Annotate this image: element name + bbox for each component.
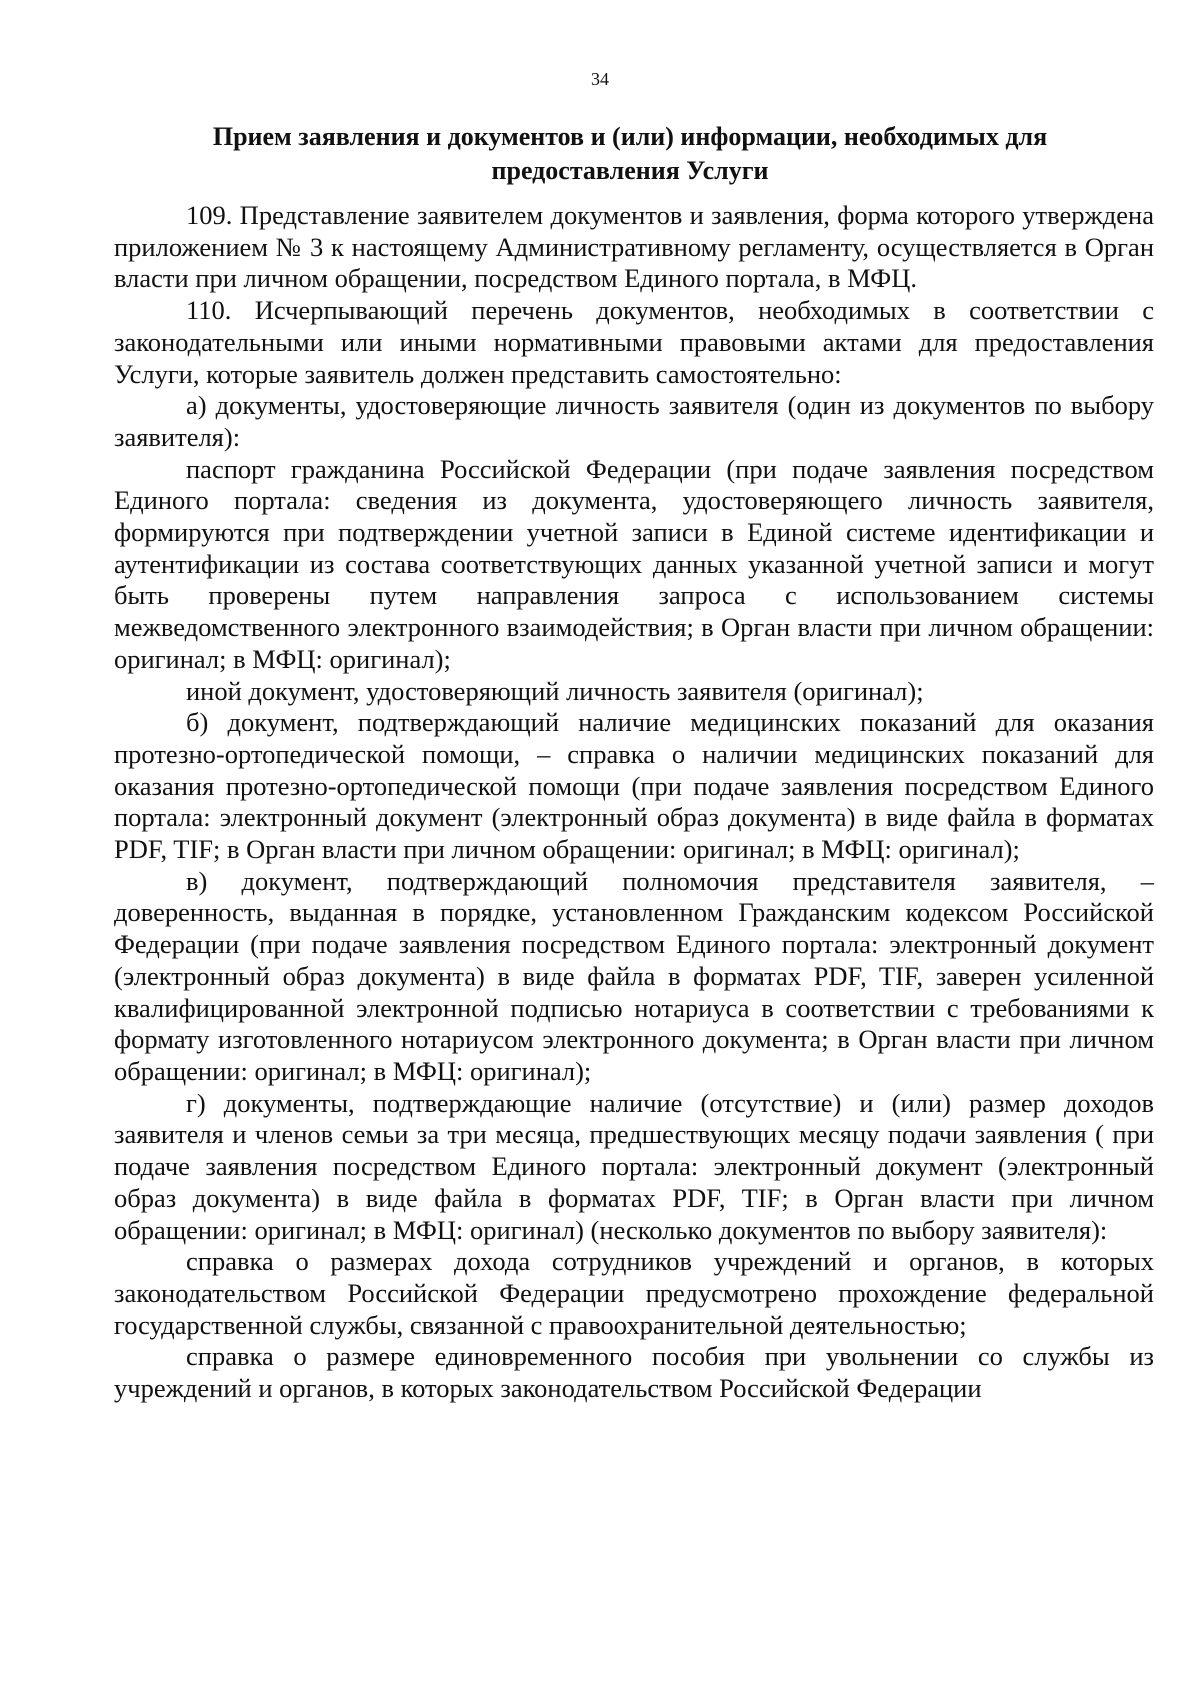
paragraph-passport: паспорт гражданина Российской Федерации (при подаче заявления посредством Единого портала: сведения из документа, удостоверяющего личность заявителя, формируются при подтверждении учетной записи в Единой системе идентификации и аутентификации из состава соответствующих данных указанной учетной записи и могут быть проверены путем направления запроса с использованием системы межведомственного электронного взаимодействия; в Орган власти при личном обращении: оригинал; в МФЦ: оригинал);: [114, 453, 1154, 674]
paragraph-severance-certificate: справка о размере единовременного пособия при увольнении со службы из учреждений и органов, в которых законодательством Российской Федерации: [114, 1341, 1154, 1404]
paragraph-item-a: а) документы, удостоверяющие личность заявителя (один из документов по выбору заявителя):: [114, 390, 1154, 452]
paragraph-other-id: иной документ, удостоверяющий личность заявителя (оригинал);: [186, 675, 924, 706]
paragraph-item-v: в) документ, подтверждающий полномочия представителя заявителя, – доверенность, выданная в порядке, установленном Гражданским кодексом Российской Федерации (при подаче заявления посредством Единого портала: электронный документ (электронный образ документа) в виде файла в форматах PDF, TIF, заверен усиленной квалифицированной электронной подписью нотариуса в соответствии с требованиями к формату изготовленного нотариусом электронного документа; в Орган власти при личном обращении: оригинал; в МФЦ: оригинал);: [114, 865, 1154, 1086]
paragraph-110: 110. Исчерпывающий перечень документов, необходимых в соответствии с законодательными или иными нормативными правовыми актами для предоставления Услуги, которые заявитель должен представить самостоятельно:: [114, 295, 1154, 389]
paragraph-income-certificate: справка о размерах дохода сотрудников учреждений и органов, в которых законодательством Российской Федерации предусмотрено прохождение федеральной государственной службы, связанной с правоохранительной деятельностью;: [114, 1246, 1154, 1340]
document-body: [114, 200, 1154, 1405]
section-heading: Прием заявления и документов и (или) информации, необходимых для предоставления Услуги: [212, 122, 1048, 185]
paragraph-item-b: б) документ, подтверждающий наличие медицинских показаний для оказания протезно-ортопедической помощи, – справка о наличии медицинских показаний для оказания протезно-ортопедической помощи (при подаче заявления посредством Единого портала: электронный документ (электронный образ документа) в виде файла в форматах PDF, TIF; в Орган власти при личном обращении: оригинал; в МФЦ: оригинал);: [114, 707, 1154, 865]
page-number: 34: [591, 69, 609, 89]
paragraph-item-g: г) документы, подтверждающие наличие (отсутствие) и (или) размер доходов заявителя и членов семьи за три месяца, предшествующих месяцу подачи заявления ( при подаче заявления посредством Единого портала: электронный документ (электронный образ документа) в виде файла в форматах PDF, TIF; в Орган власти при личном обращении: оригинал; в МФЦ: оригинал) (несколько документов по выбору заявителя):: [114, 1087, 1154, 1245]
paragraph-109: 109. Представление заявителем документов и заявления, форма которого утверждена приложением № 3 к настоящему Административному регламенту, осуществляется в Орган власти при личном обращении, посредством Единого портала, в МФЦ.: [114, 200, 1154, 294]
